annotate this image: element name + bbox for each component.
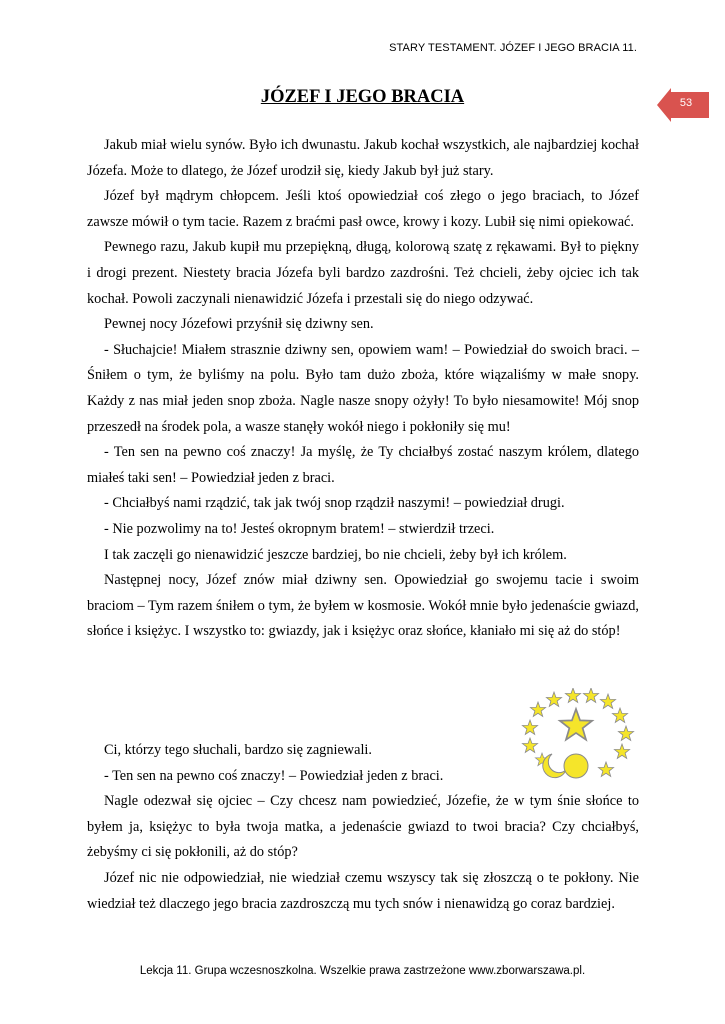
paragraph: Następnej nocy, Józef znów miał dziwny sen. Opowiedział go swojemu tacie i swoim braciom – Tym razem śniłem o tym, że byłem w kosmosie. Wokół mnie było jedenaście gwiazd, słońce i księżyc. I wszystko to: gwiazdy, jak i księżyc oraz słońce, kłaniało mi się aż do stóp! <box>87 572 639 640</box>
paragraph: I tak zaczęli go nienawidzić jeszcze bardziej, bo nie chcieli, żeby był ich królem. <box>104 546 567 563</box>
story-text-part-2 <box>87 738 639 917</box>
paragraph: Nagle odezwał się ojciec – Czy chcesz nam powiedzieć, Józefie, że w tym śnie słońce to byłem ja, księżyc to była twoja matka, a jedenaście gwiazd to twoi bracia? Czy chciałbyś, żebyśmy ci się pokłonili, aż do stóp? <box>87 793 639 861</box>
running-header: STARY TESTAMENT. JÓZEF I JEGO BRACIA 11. <box>389 42 637 54</box>
page-number: 53 <box>679 97 693 109</box>
page-title: JÓZEF I JEGO BRACIA <box>260 87 465 107</box>
page-footer: Lekcja 11. Grupa wczesnoszkolna. Wszelkie prawa zastrzeżone www.zborwarszawa.pl. <box>139 965 586 977</box>
big-star <box>560 709 592 740</box>
paragraph: Józef był mądrym chłopcem. Jeśli ktoś opowiedział coś złego o jego braciach, to Józef zawsze mówił o tym tacie. Razem z braćmi pasł owce, krowy i kozy. Lubił się nimi opiekować. <box>87 188 639 230</box>
paragraph: Jakub miał wielu synów. Było ich dwunastu. Jakub kochał wszystkich, ale najbardziej kochał Józefa. Może to dlatego, że Józef urodził się, kiedy Jakub był już stary. <box>87 137 639 179</box>
paragraph: Pewnej nocy Józefowi przyśnił się dziwny sen. <box>104 316 374 333</box>
paragraph: - Ten sen na pewno coś znaczy! Ja myślę, że Ty chciałbyś zostać naszym królem, dlatego miałeś taki sen! – Powiedział jeden z braci. <box>87 444 639 486</box>
paragraph: Ci, którzy tego słuchali, bardzo się zagniewali. <box>104 742 372 758</box>
story-text-part-1 <box>87 133 639 645</box>
paragraph: Pewnego razu, Jakub kupił mu przepiękną, długą, kolorową szatę z rękawami. Był to piękny i drogi prezent. Niestety bracia Józefa byli bardzo zazdrośni. Też chcieli, żeby ojciec ich tak kochał. Powoli zaczynali nienawidzić Józefa i przestali się do niego odzywać. <box>87 239 639 307</box>
paragraph: - Ten sen na pewno coś znaczy! – Powiedział jeden z braci. <box>104 767 444 784</box>
paragraph: - Słuchajcie! Miałem strasznie dziwny sen, opowiem wam! – Powiedział do swoich braci. – Śniłem o tym, że byliśmy na polu. Było tam dużo zboża, które wiązaliśmy w małe snopy. Każdy z nas miał jeden snop zboża. Nagle nasze snopy ożyły! To było niesamowite! Mój snop przeszedł na środek pola, a wasze stanęły wokół niego i pokłoniły się mu! <box>87 341 639 435</box>
paragraph: Józef nic nie odpowiedział, nie wiedział czemu wszyscy tak się złoszczą o te pokłony. Nie wiedział też dlaczego jego bracia zazdroszczą mu tych snów i nienawidzą go coraz bardziej. <box>87 869 639 912</box>
paragraph: - Chciałbyś nami rządzić, tak jak twój snop rządził naszymi! – powiedział drugi. <box>104 495 565 512</box>
paragraph: - Nie pozwolimy na to! Jesteś okropnym bratem! – stwierdził trzeci. <box>104 520 495 537</box>
